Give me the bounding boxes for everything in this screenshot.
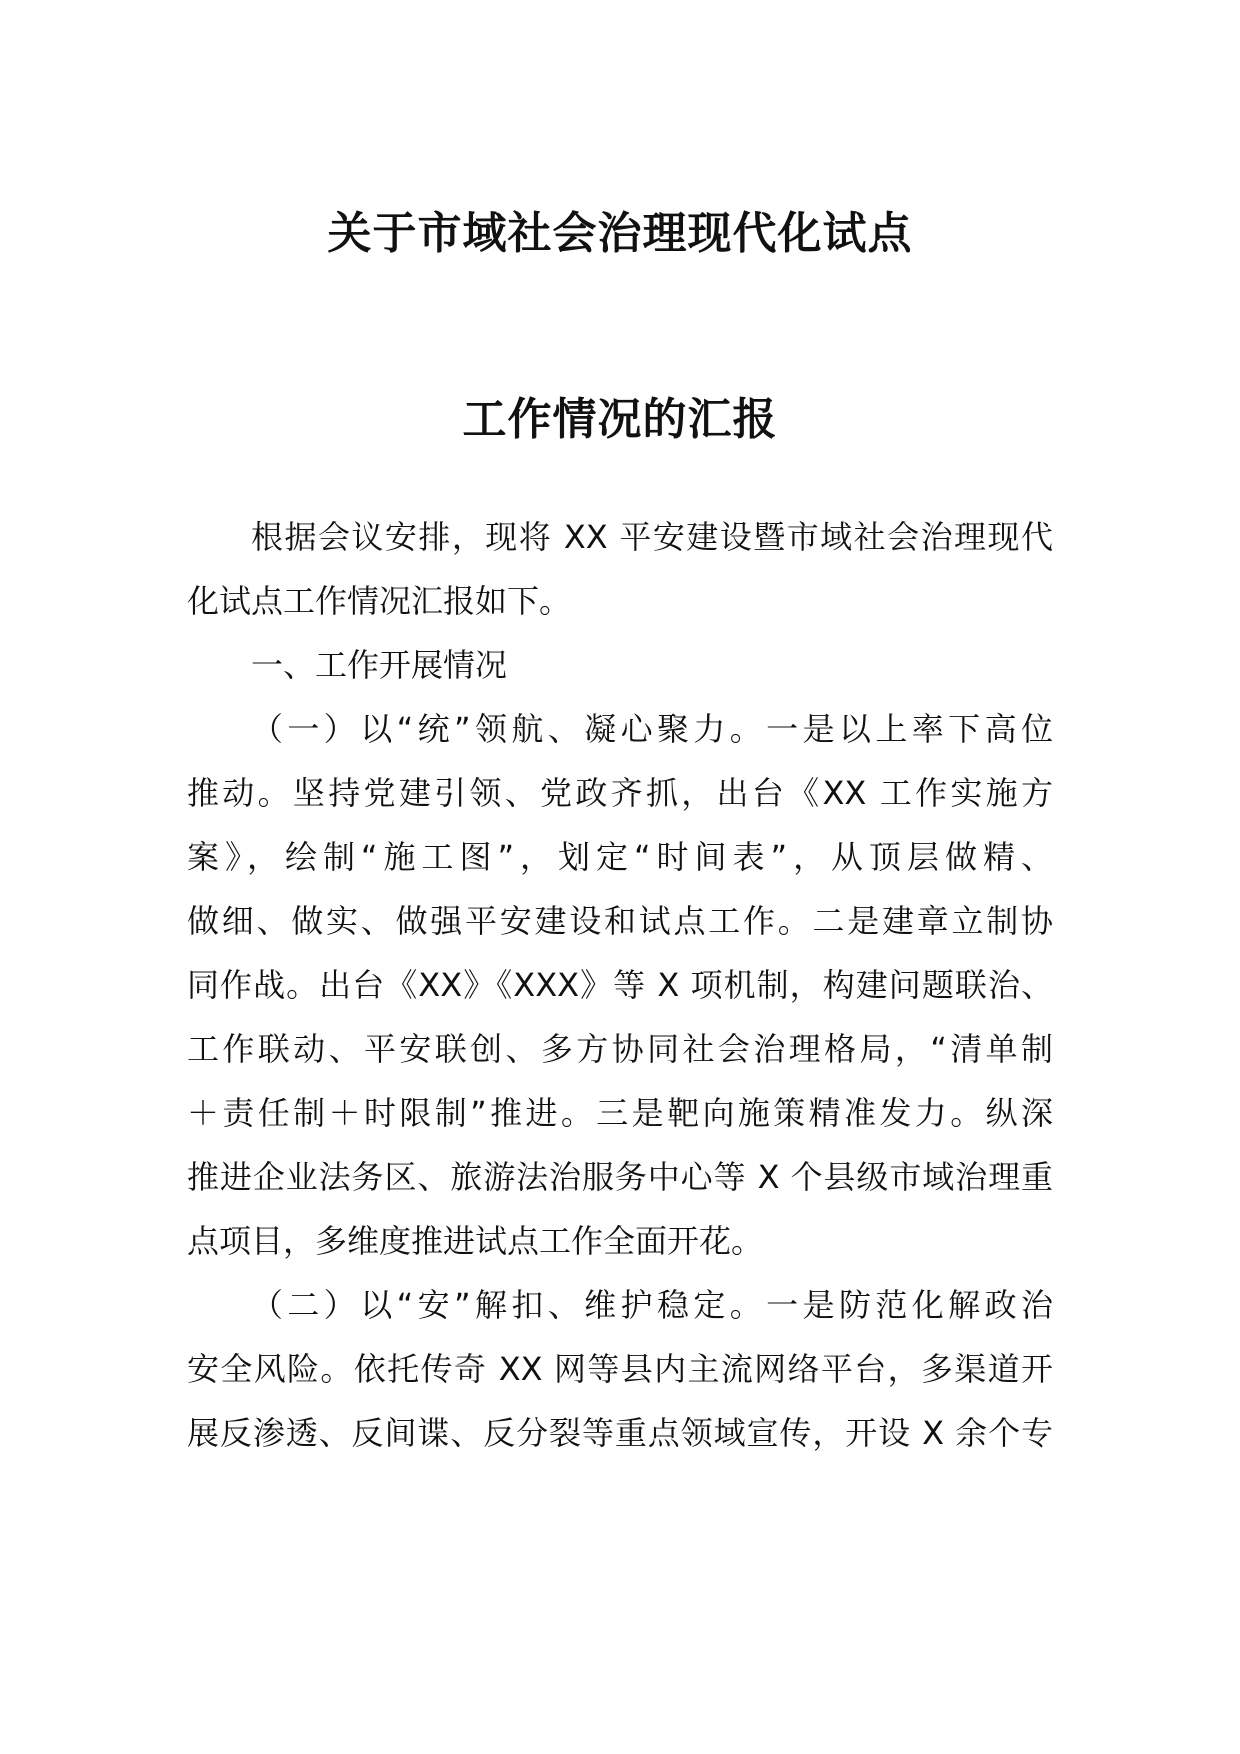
paragraph-1-line-2: 推动。坚持党建引领、党政齐抓，出台《XX 工作实施方 <box>187 774 1053 812</box>
paragraph-1-line-8: 推进企业法务区、旅游法治服务中心等 X 个县级市域治理重 <box>187 1158 1053 1196</box>
paragraph-1-line-7: ＋责任制＋时限制”推进。三是靶向施策精准发力。纵深 <box>187 1094 1053 1132</box>
paragraph-1-line-9: 点项目，多维度推进试点工作全面开花。 <box>187 1222 764 1260</box>
document-title-line-2: 工作情况的汇报 <box>462 394 778 445</box>
paragraph-1-line-3: 案》，绘制“施工图”，划定“时间表”，从顶层做精、 <box>187 838 1053 876</box>
section-heading-1: 一、工作开展情况 <box>251 646 508 684</box>
paragraph-1-line-4: 做细、做实、做强平安建设和试点工作。二是建章立制协 <box>187 902 1053 940</box>
paragraph-2-line-2: 安全风险。依托传奇 XX 网等县内主流网络平台，多渠道开 <box>187 1350 1053 1388</box>
document-title-line-1: 关于市域社会治理现代化试点 <box>327 208 913 259</box>
document-body <box>187 505 1053 1465</box>
paragraph-2-line-1: （二）以“安”解扣、维护稳定。一是防范化解政治 <box>251 1286 1053 1324</box>
paragraph-2-line-3: 展反渗透、反间谍、反分裂等重点领域宣传，开设 X 余个专 <box>187 1414 1053 1452</box>
paragraph-1-line-5: 同作战。出台《XX》《XXX》等 X 项机制，构建问题联治、 <box>187 966 1053 1004</box>
paragraph-intro-line-1: 根据会议安排，现将 XX 平安建设暨市域社会治理现代 <box>251 518 1053 556</box>
paragraph-1-line-6: 工作联动、平安联创、多方协同社会治理格局，“清单制 <box>187 1030 1053 1068</box>
paragraph-1-line-1: （一）以“统”领航、凝心聚力。一是以上率下高位 <box>251 710 1053 748</box>
paragraph-intro-line-2: 化试点工作情况汇报如下。 <box>187 582 572 620</box>
